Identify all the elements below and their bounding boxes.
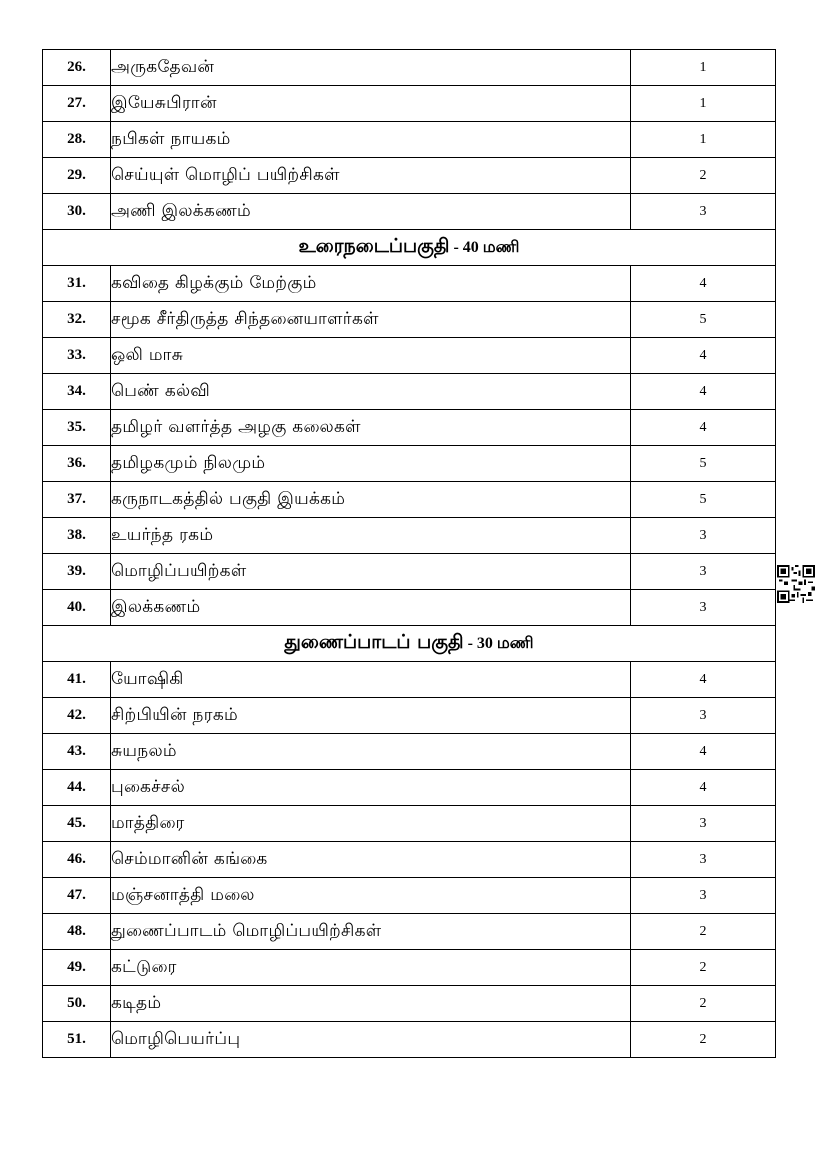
table-row	[43, 50, 776, 86]
lesson-number: 47.	[43, 878, 111, 914]
table-row	[43, 914, 776, 950]
table-row	[43, 734, 776, 770]
table-row	[43, 482, 776, 518]
lesson-title: சிற்பியின் நரகம்	[111, 698, 631, 734]
lesson-number: 32.	[43, 302, 111, 338]
lesson-hours: 4	[631, 410, 776, 446]
lesson-number: 27.	[43, 86, 111, 122]
lesson-hours: 1	[631, 122, 776, 158]
table-row	[43, 1022, 776, 1058]
qr-code-icon	[777, 565, 815, 603]
section-header	[43, 230, 776, 266]
table-row	[43, 338, 776, 374]
lesson-number: 42.	[43, 698, 111, 734]
table-row	[43, 302, 776, 338]
lesson-title: கடிதம்	[111, 986, 631, 1022]
lesson-title: சுயநலம்	[111, 734, 631, 770]
lesson-number: 44.	[43, 770, 111, 806]
lesson-hours: 4	[631, 662, 776, 698]
lesson-title: நபிகள் நாயகம்	[111, 122, 631, 158]
lesson-number: 33.	[43, 338, 111, 374]
table-row	[43, 446, 776, 482]
section-header	[43, 626, 776, 662]
table-row	[43, 374, 776, 410]
table-row	[43, 518, 776, 554]
lesson-hours: 3	[631, 194, 776, 230]
lesson-number: 26.	[43, 50, 111, 86]
lesson-title: கவிதை கிழக்கும் மேற்கும்	[111, 266, 631, 302]
lesson-hours: 3	[631, 554, 776, 590]
table-row	[43, 806, 776, 842]
lesson-number: 40.	[43, 590, 111, 626]
syllabus-table-body	[43, 50, 776, 1058]
table-row	[43, 554, 776, 590]
lesson-title: ஒலி மாசு	[111, 338, 631, 374]
section-separator: -	[463, 635, 477, 652]
lesson-title: யோஷிகி	[111, 662, 631, 698]
section-hours: 30 மணி	[476, 635, 534, 652]
table-row	[43, 194, 776, 230]
lesson-title: இயேசுபிரான்	[111, 86, 631, 122]
lesson-number: 34.	[43, 374, 111, 410]
lesson-title: கருநாடகத்தில் பகுதி இயக்கம்	[111, 482, 631, 518]
lesson-title: தமிழர் வளர்த்த அழகு கலைகள்	[111, 410, 631, 446]
section-name: துணைப்பாடப் பகுதி	[284, 631, 464, 653]
lesson-hours: 4	[631, 266, 776, 302]
lesson-number: 31.	[43, 266, 111, 302]
lesson-title: மொழிபெயர்ப்பு	[111, 1022, 631, 1058]
syllabus-table	[42, 49, 776, 1058]
lesson-hours: 3	[631, 590, 776, 626]
lesson-number: 46.	[43, 842, 111, 878]
lesson-hours: 4	[631, 374, 776, 410]
table-row	[43, 410, 776, 446]
lesson-number: 30.	[43, 194, 111, 230]
table-row	[43, 122, 776, 158]
lesson-hours: 5	[631, 302, 776, 338]
lesson-hours: 2	[631, 986, 776, 1022]
lesson-hours: 1	[631, 50, 776, 86]
lesson-hours: 2	[631, 950, 776, 986]
lesson-title: மஞ்சனாத்தி மலை	[111, 878, 631, 914]
lesson-hours: 2	[631, 1022, 776, 1058]
lesson-hours: 3	[631, 698, 776, 734]
lesson-hours: 3	[631, 842, 776, 878]
lesson-hours: 3	[631, 518, 776, 554]
lesson-title: பெண் கல்வி	[111, 374, 631, 410]
lesson-number: 41.	[43, 662, 111, 698]
lesson-hours: 1	[631, 86, 776, 122]
section-header-row	[43, 230, 776, 266]
table-row	[43, 158, 776, 194]
table-row	[43, 266, 776, 302]
lesson-title: தமிழகமும் நிலமும்	[111, 446, 631, 482]
lesson-number: 50.	[43, 986, 111, 1022]
lesson-title: உயர்ந்த ரகம்	[111, 518, 631, 554]
lesson-hours: 4	[631, 338, 776, 374]
table-row	[43, 770, 776, 806]
lesson-number: 38.	[43, 518, 111, 554]
lesson-hours: 3	[631, 806, 776, 842]
lesson-title: அருகதேவன்	[111, 50, 631, 86]
lesson-title: மொழிப்பயிற்கள்	[111, 554, 631, 590]
table-row	[43, 878, 776, 914]
section-name: உரைநடைப்பகுதி	[298, 235, 450, 257]
table-row	[43, 86, 776, 122]
lesson-title: சமூக சீர்திருத்த சிந்தனையாளர்கள்	[111, 302, 631, 338]
table-row	[43, 662, 776, 698]
lesson-number: 28.	[43, 122, 111, 158]
table-row	[43, 590, 776, 626]
table-row	[43, 950, 776, 986]
lesson-number: 36.	[43, 446, 111, 482]
lesson-number: 45.	[43, 806, 111, 842]
lesson-number: 29.	[43, 158, 111, 194]
section-hours: 40 மணி	[462, 239, 520, 256]
lesson-number: 49.	[43, 950, 111, 986]
table-row	[43, 842, 776, 878]
lesson-number: 39.	[43, 554, 111, 590]
lesson-title: துணைப்பாடம் மொழிப்பயிற்சிகள்	[111, 914, 631, 950]
lesson-title: புகைச்சல்	[111, 770, 631, 806]
lesson-number: 35.	[43, 410, 111, 446]
lesson-number: 37.	[43, 482, 111, 518]
table-row	[43, 986, 776, 1022]
lesson-number: 43.	[43, 734, 111, 770]
lesson-title: இலக்கணம்	[111, 590, 631, 626]
section-header-row	[43, 626, 776, 662]
lesson-hours: 2	[631, 158, 776, 194]
lesson-number: 51.	[43, 1022, 111, 1058]
lesson-hours: 4	[631, 734, 776, 770]
lesson-title: செம்மானின் கங்கை	[111, 842, 631, 878]
lesson-number: 48.	[43, 914, 111, 950]
lesson-hours: 3	[631, 878, 776, 914]
lesson-hours: 4	[631, 770, 776, 806]
lesson-title: கட்டுரை	[111, 950, 631, 986]
lesson-hours: 5	[631, 446, 776, 482]
lesson-title: அணி இலக்கணம்	[111, 194, 631, 230]
table-row	[43, 698, 776, 734]
lesson-hours: 5	[631, 482, 776, 518]
lesson-title: மாத்திரை	[111, 806, 631, 842]
lesson-title: செய்யுள் மொழிப் பயிற்சிகள்	[111, 158, 631, 194]
section-separator: -	[449, 239, 463, 256]
lesson-hours: 2	[631, 914, 776, 950]
